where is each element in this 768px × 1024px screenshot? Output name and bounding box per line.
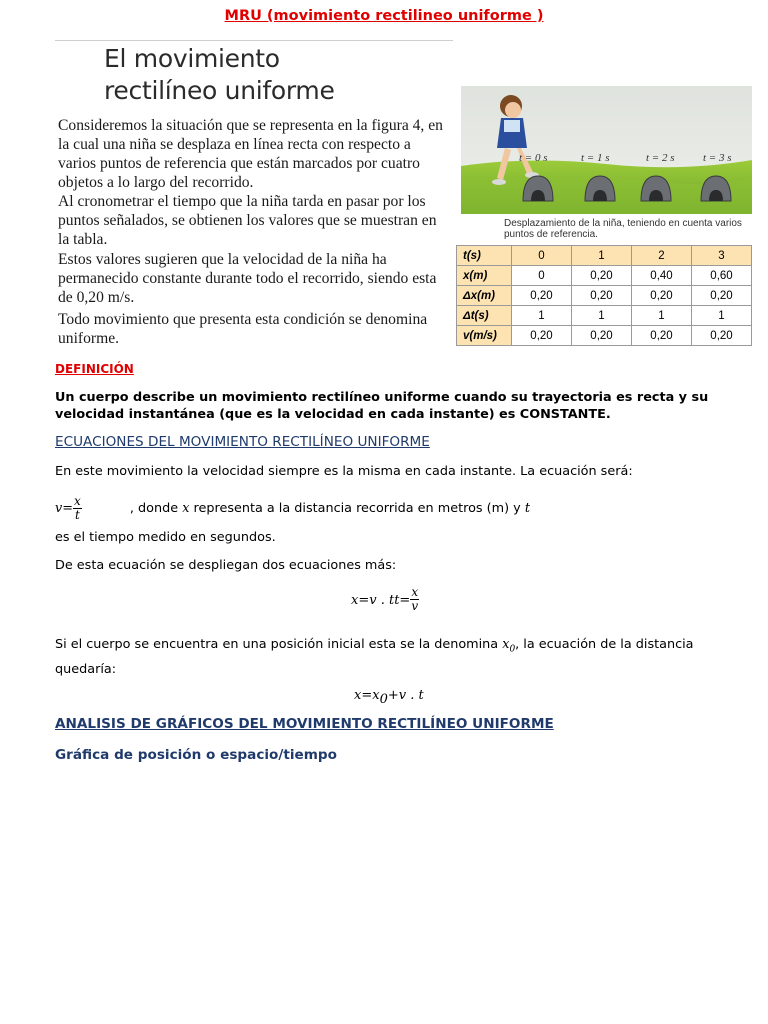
table-cell: 0,20: [632, 326, 692, 346]
velocity-formula-line: v= $\frac{x}{t}$ , donde x representa a la distancia recorrida en metros (m) y t: [55, 494, 530, 522]
final-equation: $x=x_0+v$ . t: [354, 688, 424, 708]
formula-explain-x: x: [182, 501, 190, 516]
table-cell: 0,20: [692, 286, 752, 306]
figure-caption: Desplazamiento de la niña, teniendo en cuenta varios puntos de referencia.: [504, 218, 742, 240]
book-paragraph-2: Al cronometrar el tiempo que la niña tarda en pasar por los puntos señalados, se obtienen los valores que se muestran en la tabla.: [58, 193, 437, 248]
initial-var: x: [502, 637, 510, 652]
derived-fraction: $\frac{x}{v}$: [411, 585, 419, 613]
time-label-3: t = 3 s: [703, 152, 732, 164]
table-cell: 0,20: [572, 286, 632, 306]
book-paragraph-4: Todo movimiento que presenta esta condición se denomina uniforme.: [58, 311, 428, 347]
graphs-subheading: Gráfica de posición o espacio/tiempo: [55, 747, 337, 763]
time-label-1: t = 1 s: [581, 152, 610, 164]
table-cell: 0: [512, 246, 572, 266]
book-paragraph-1: Consideremos la situación que se representa en la figura 4, en la cual una niña se desplaza en línea recta con respecto a varios puntos de referencia que están marcados por cuatro objetos a lo largo del recorrido.: [58, 117, 443, 191]
formula-v: v: [55, 501, 63, 516]
formula-explain-1: , donde: [129, 501, 179, 516]
formula-explain-3: es el tiempo medido en segundos.: [55, 530, 276, 545]
table-cell: 0,20: [572, 266, 632, 286]
initial-position-text: Si el cuerpo se encuentra en una posición inicial esta se la denomina $x_0$, la ecuación de la distancia quedaría:: [55, 637, 694, 677]
divider: [55, 40, 453, 41]
table-cell: 3: [692, 246, 752, 266]
table-cell: 0,20: [512, 326, 572, 346]
table-row: [457, 266, 752, 286]
table-cell: 0,60: [692, 266, 752, 286]
table-cell: 0,20: [572, 326, 632, 346]
equations-intro: En este movimiento la velocidad siempre es la misma en cada instante. La ecuación será:: [55, 464, 633, 479]
formula-fraction: $\frac{x}{t}$: [73, 494, 81, 522]
table-cell: 2: [632, 246, 692, 266]
table-row: [457, 306, 752, 326]
table-row-label: Δt(s): [457, 306, 512, 326]
formula-explain-t: t: [524, 501, 530, 516]
table-row: [457, 246, 752, 266]
definition-text: Un cuerpo describe un movimiento rectilíneo uniforme cuando su trayectoria es recta y su velocidad instantánea (que es la velocidad en cada instante) es CONSTANTE.: [55, 390, 709, 422]
equations-heading: ECUACIONES DEL MOVIMIENTO RECTILÍNEO UNIFORME: [55, 434, 430, 450]
formula-explain-2: representa a la distancia recorrida en metros (m) y: [193, 501, 521, 516]
figure-illustration: [461, 86, 752, 214]
derived-intro: De esta ecuación se despliegan dos ecuaciones más:: [55, 558, 397, 573]
table-cell: 0,40: [632, 266, 692, 286]
time-label-0: t = 0 s: [519, 152, 548, 164]
table-cell: 0,20: [632, 286, 692, 306]
table-row-label: Δx(m): [457, 286, 512, 306]
table-cell: 1: [572, 246, 632, 266]
reference-domes: [461, 86, 752, 214]
table-row-label: x(m): [457, 266, 512, 286]
table-row: [457, 326, 752, 346]
table-row: [457, 286, 752, 306]
derived-eq2-left: t=: [394, 593, 411, 608]
table-cell: 0,20: [692, 326, 752, 346]
definition-label: DEFINICIÓN: [55, 362, 134, 376]
derived-eq1: x=v . t: [351, 593, 395, 608]
table-cell: 0,20: [512, 286, 572, 306]
time-label-2: t = 2 s: [646, 152, 675, 164]
table-row-label: t(s): [457, 246, 512, 266]
page-title: MRU (movimiento rectilineo uniforme ): [224, 8, 544, 24]
table-cell: 1: [512, 306, 572, 326]
book-paragraph-3: Estos valores sugieren que la velocidad de la niña ha permanecido constante durante todo el recorrido, siendo esta de 0,20 m/s.: [58, 251, 437, 306]
motion-table: [456, 245, 752, 346]
table-cell: 1: [632, 306, 692, 326]
book-heading-line2: rectilíneo uniforme: [104, 76, 335, 105]
graphs-heading: ANALISIS DE GRÁFICOS DEL MOVIMIENTO RECTILÍNEO UNIFORME: [55, 716, 554, 732]
table-cell: 0: [512, 266, 572, 286]
table-cell: 1: [572, 306, 632, 326]
table-row-label: v(m/s): [457, 326, 512, 346]
book-heading-line1: El movimiento: [104, 44, 280, 73]
derived-equations: [351, 586, 419, 613]
table-cell: 1: [692, 306, 752, 326]
